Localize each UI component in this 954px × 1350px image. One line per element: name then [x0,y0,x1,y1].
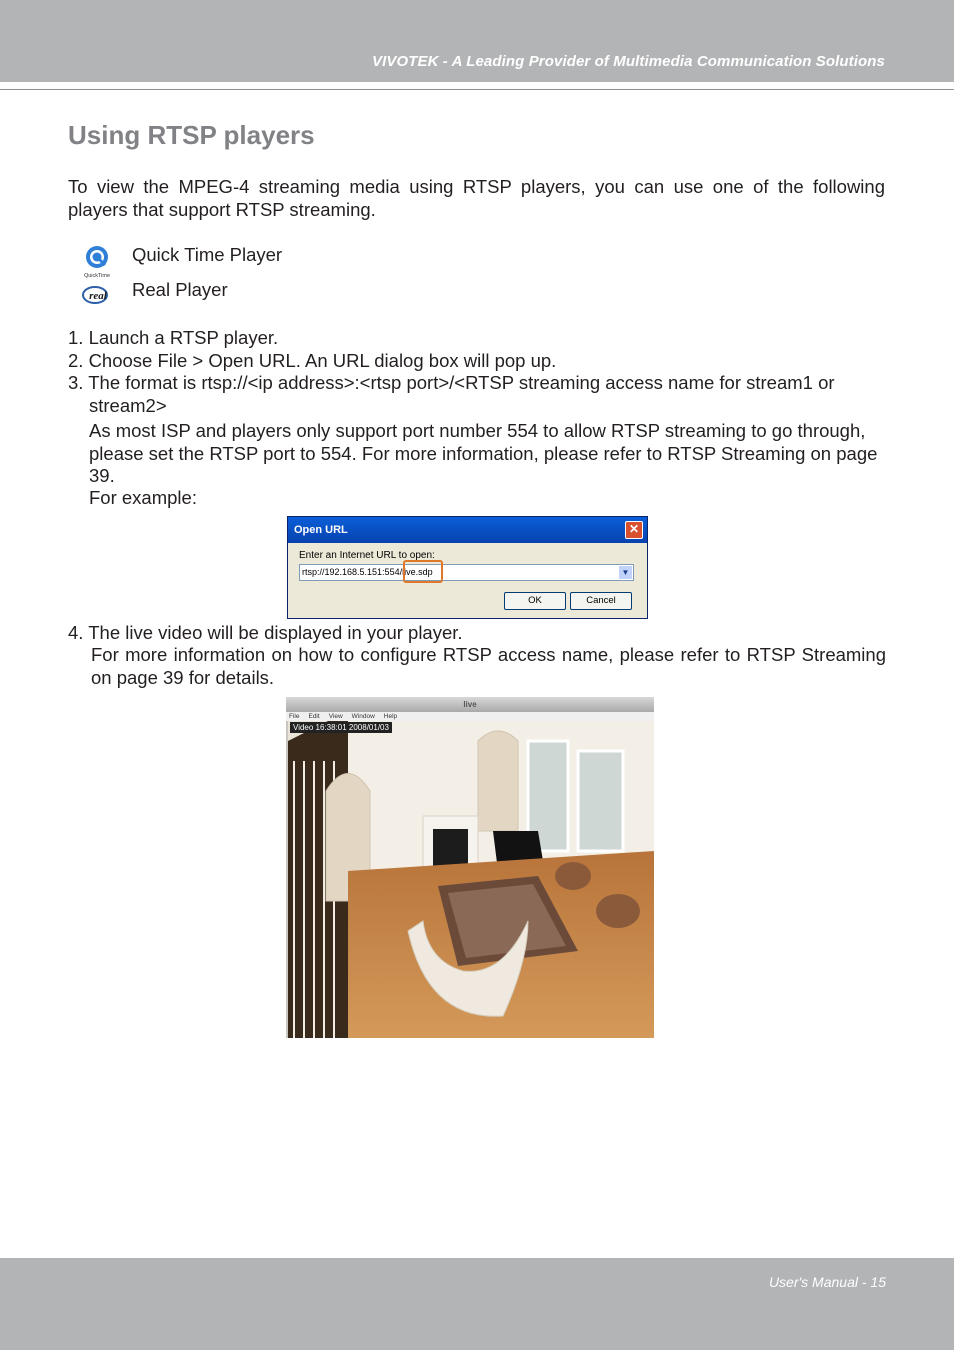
menu-view[interactable]: View [328,713,343,720]
video-timestamp-overlay: Video 16:38:01 2008/01/03 [290,722,392,733]
url-path-highlight [403,560,443,583]
step-3-line-2: stream2> [89,395,167,416]
dialog-titlebar [288,517,647,543]
quicktime-icon [80,244,114,276]
header-divider [0,89,954,90]
step-4-note: For more information on how to configure RTSP access name, please refer to RTSP Streaming on page 39 for details. [91,644,886,688]
footer-page-label: User's Manual - 15 [768,1274,886,1290]
ok-button[interactable]: OK [504,592,566,610]
menu-window[interactable]: Window [351,713,375,720]
realplayer-row [80,282,114,314]
step-2: 2. Choose File > Open URL. An URL dialog box will pop up. [68,350,557,371]
menu-file[interactable]: File [289,713,300,720]
player-menubar [286,712,654,721]
quicktime-row [80,244,114,276]
step-3-line-1: 3. The format is rtsp://<ip address>:<rtsp port>/<RTSP streaming access name for stream1 or [68,372,835,393]
svg-text:QuickTime: QuickTime [83,273,111,278]
chevron-down-icon[interactable]: ▼ [619,566,632,579]
dialog-prompt: Enter an Internet URL to open: [299,550,435,561]
step-1: 1. Launch a RTSP player. [68,327,279,348]
step-3-example-label: For example: [89,487,197,508]
quicktime-label: Quick Time Player [132,244,283,265]
live-video-frame [288,721,654,1038]
step-3-note: As most ISP and players only support port number 554 to allow RTSP streaming to go through, please set the RTSP port to 554. For more information, please refer to RTSP Streaming on page 39. [89,420,878,486]
menu-edit[interactable]: Edit [308,713,320,720]
svg-text:real: real [89,290,107,302]
header-tagline: VIVOTEK - A Leading Provider of Multimedia Communication Solutions [371,53,885,70]
open-url-dialog [287,516,648,619]
intro-paragraph: To view the MPEG-4 streaming media using RTSP players, you can use one of the following players that support RTSP streaming. [68,176,885,220]
url-input-value: rtsp://192.168.5.151:554/live.sdp [302,567,433,577]
page-title: Using RTSP players [68,120,315,150]
realplayer-icon [80,282,114,314]
player-window-screenshot [286,697,654,1038]
player-window-title: live [286,697,654,712]
step-4: 4. The live video will be displayed in your player. [68,622,463,643]
footer-band [0,1258,954,1350]
realplayer-label: Real Player [132,279,228,300]
close-icon[interactable]: ✕ [625,521,643,539]
menu-help[interactable]: Help [383,713,398,720]
dialog-title: Open URL [294,524,348,536]
cancel-button[interactable]: Cancel [570,592,632,610]
url-input[interactable] [299,564,634,581]
